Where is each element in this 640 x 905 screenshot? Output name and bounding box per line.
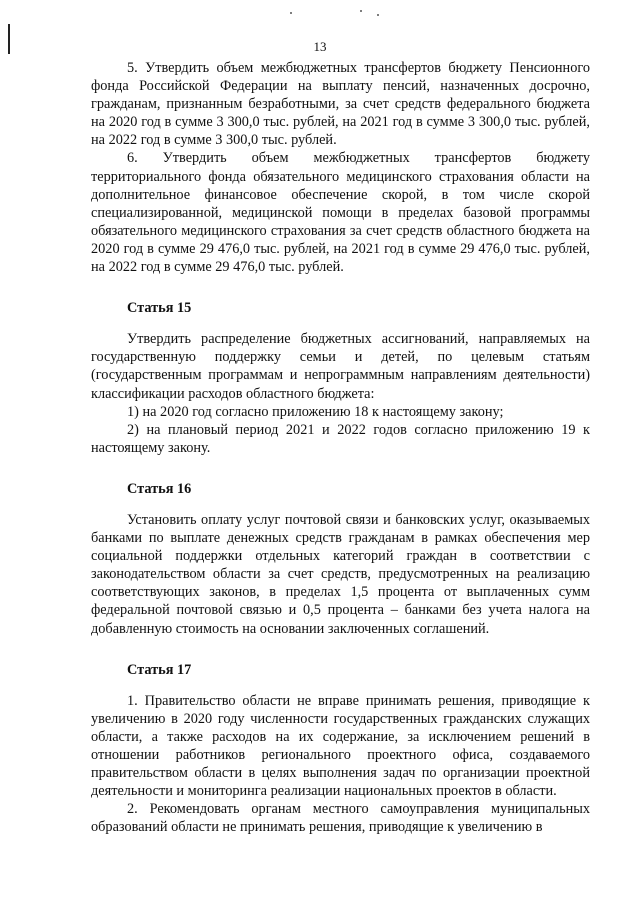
scan-speck — [290, 12, 292, 14]
scan-speck — [377, 14, 379, 16]
paragraph-article15-intro: Утвердить распределение бюджетных ассигнований, направляемых на государственную поддержку семьи и детей, по целевым статьям (государственным программам и непрограммным направлениям деятельности) классификации расходов областного бюджета: — [91, 331, 590, 402]
paragraph-article15-item2: 2) на плановый период 2021 и 2022 годов согласно приложению 19 к настоящему закону. — [91, 421, 590, 456]
article-15-heading: Статья 15 — [127, 300, 192, 317]
article-17-heading: Статья 17 — [127, 661, 192, 678]
paragraph-article16: Установить оплату услуг почтовой связи и банковских услуг, оказываемых банками по выплате денежных средств гражданам в рамках обеспечения мер социальной поддержки отдельных категорий граждан в соответствии с законодательством области за счет средств, предусмотренных на реализацию соответствующих законов, в пределах 1,5 процента от выплаченных сумм федеральной почтовой связью и 0,5 процента – банками без учета налога на добавленную стоимость на основании заключенных соглашений. — [91, 511, 590, 637]
document-body — [91, 59, 590, 836]
page-number: 13 — [313, 39, 327, 54]
article-16-heading: Статья 16 — [127, 480, 192, 497]
scan-speck — [360, 10, 362, 12]
paragraph-article15-item1: 1) на 2020 год согласно приложению 18 к настоящему закону; — [127, 403, 504, 420]
paragraph-article17-item2: 2. Рекомендовать органам местного самоуправления муниципальных образований области не принимать решения, приводящие к увеличению в — [91, 801, 590, 836]
paragraph-article14-item6: 6. Утвердить объем межбюджетных трансфертов бюджету территориального фонда обязательного медицинского страхования области на дополнительное финансовое обеспечение скорой, в том числе скорой специализированной, медицинской помощи в пределах базовой программы обязательного медицинского страхования за счет средств областного бюджета на 2020 год в сумме 29 476,0 тыс. рублей, на 2021 год в сумме 29 476,0 тыс. рублей, на 2022 год в сумме 29 476,0 тыс. рублей. — [91, 150, 590, 276]
paragraph-article14-item5: 5. Утвердить объем межбюджетных трансфертов бюджету Пенсионного фонда Российской Федерации на выплату пенсий, назначенных досрочно, гражданам, признанным безработными, за счет средств федерального бюджета на 2020 год в сумме 3 300,0 тыс. рублей, на 2021 год в сумме 3 300,0 тыс. рублей, на 2022 год в сумме 3 300,0 тыс. рублей. — [91, 60, 590, 149]
paragraph-article17-item1: 1. Правительство области не вправе принимать решения, приводящие к увеличению в 2020 году численности государственных гражданских служащих области, а также расходов на их содержание, за исключением решений в отношении работников регионального проектного офиса, создаваемого правительством области в целях выполнения задач по организации проектной деятельности и мониторинга реализации национальных проектов в области. — [91, 692, 590, 800]
